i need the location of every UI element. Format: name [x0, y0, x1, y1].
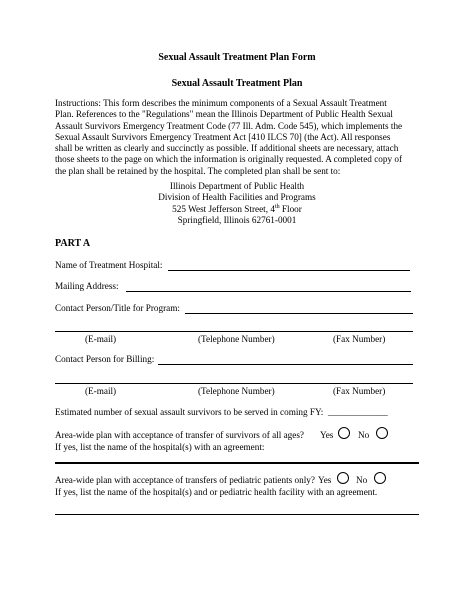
- instructions-line: shall be written as clearly and succinctly as possible. If additional sheets are necessary, attach: [55, 143, 399, 154]
- estimate-field[interactable]: _____________: [328, 407, 388, 417]
- billing-phone-caption: (Telephone Number): [198, 386, 275, 396]
- pediatric-question: Area-wide plan with acceptance of transfers of pediatric patients only?: [55, 475, 315, 485]
- contact-billing-field[interactable]: [158, 364, 413, 365]
- all-ages-followup: If yes, list the name of the hospital(s) with an agreement:: [55, 442, 265, 452]
- address-line: Illinois Department of Public Health: [169, 181, 305, 191]
- section-divider: [55, 462, 419, 464]
- all-ages-question: Area-wide plan with acceptance of transfer of survivors of all ages?: [55, 430, 304, 440]
- address-line: Division of Health Facilities and Programs: [158, 192, 316, 203]
- pediatric-yes-label: Yes: [318, 475, 332, 485]
- billing-contact-details-field[interactable]: [55, 383, 413, 384]
- pediatric-yes-radio[interactable]: [337, 472, 349, 484]
- instructions-paragraph: [55, 98, 415, 177]
- contact-program-field[interactable]: [185, 313, 413, 314]
- plan-title: Sexual Assault Treatment Plan: [171, 78, 303, 89]
- instructions-line: Assault Survivors Emergency Treatment Code (77 Ill. Adm. Code 545), which implements the: [55, 120, 403, 131]
- program-phone-caption: (Telephone Number): [198, 334, 275, 344]
- hospital-name-label: Name of Treatment Hospital:: [55, 260, 163, 270]
- instructions-line: Plan. References to the "Regulations" mean the Illinois Department of Public Health Sexual: [55, 109, 393, 120]
- mailing-address-field[interactable]: [126, 291, 411, 292]
- mailing-address-block: [0, 181, 474, 227]
- address-line: Springfield, Illinois 62761-0001: [177, 215, 297, 226]
- all-ages-no-label: No: [358, 430, 370, 440]
- instructions-line: Sexual Assault Survivors Emergency Treatment Act [410 ILCS 70] (the Act). All responses: [55, 131, 391, 142]
- pediatric-no-radio[interactable]: [374, 472, 386, 484]
- mailing-address-label: Mailing Address:: [55, 281, 119, 291]
- pediatric-no-label: No: [356, 475, 368, 485]
- program-fax-caption: (Fax Number): [333, 334, 386, 344]
- instructions-line: Instructions: This form describes the minimum components of a Sexual Assault Treatment: [55, 98, 387, 108]
- program-contact-details-field[interactable]: [55, 331, 413, 332]
- billing-fax-caption: (Fax Number): [333, 386, 386, 396]
- address-line: 525 West Jefferson Street, 4th Floor: [172, 203, 302, 214]
- all-ages-yes-radio[interactable]: [338, 427, 350, 439]
- all-ages-yes-label: Yes: [320, 430, 334, 440]
- part-a-heading: PART A: [55, 238, 91, 249]
- instructions-line: the plan shall be retained by the hospital. The completed plan shall be sent to:: [55, 165, 341, 176]
- form-title: Sexual Assault Treatment Plan Form: [158, 52, 316, 63]
- pediatric-followup: If yes, list the name of the hospital(s) and or pediatric health facility with an agreement.: [55, 487, 378, 497]
- pediatric-hospitals-field[interactable]: [55, 514, 419, 515]
- instructions-line: those sheets to the page on which the information is originally requested. A completed copy of: [55, 154, 403, 165]
- contact-program-label: Contact Person/Title for Program:: [55, 303, 180, 313]
- hospital-name-field[interactable]: [168, 270, 410, 271]
- billing-email-caption: (E-mail): [85, 386, 117, 396]
- contact-billing-label: Contact Person for Billing:: [55, 354, 155, 364]
- estimate-label: Estimated number of sexual assault survivors to be served in coming FY:: [55, 407, 324, 417]
- program-email-caption: (E-mail): [85, 334, 117, 344]
- all-ages-no-radio[interactable]: [376, 427, 388, 439]
